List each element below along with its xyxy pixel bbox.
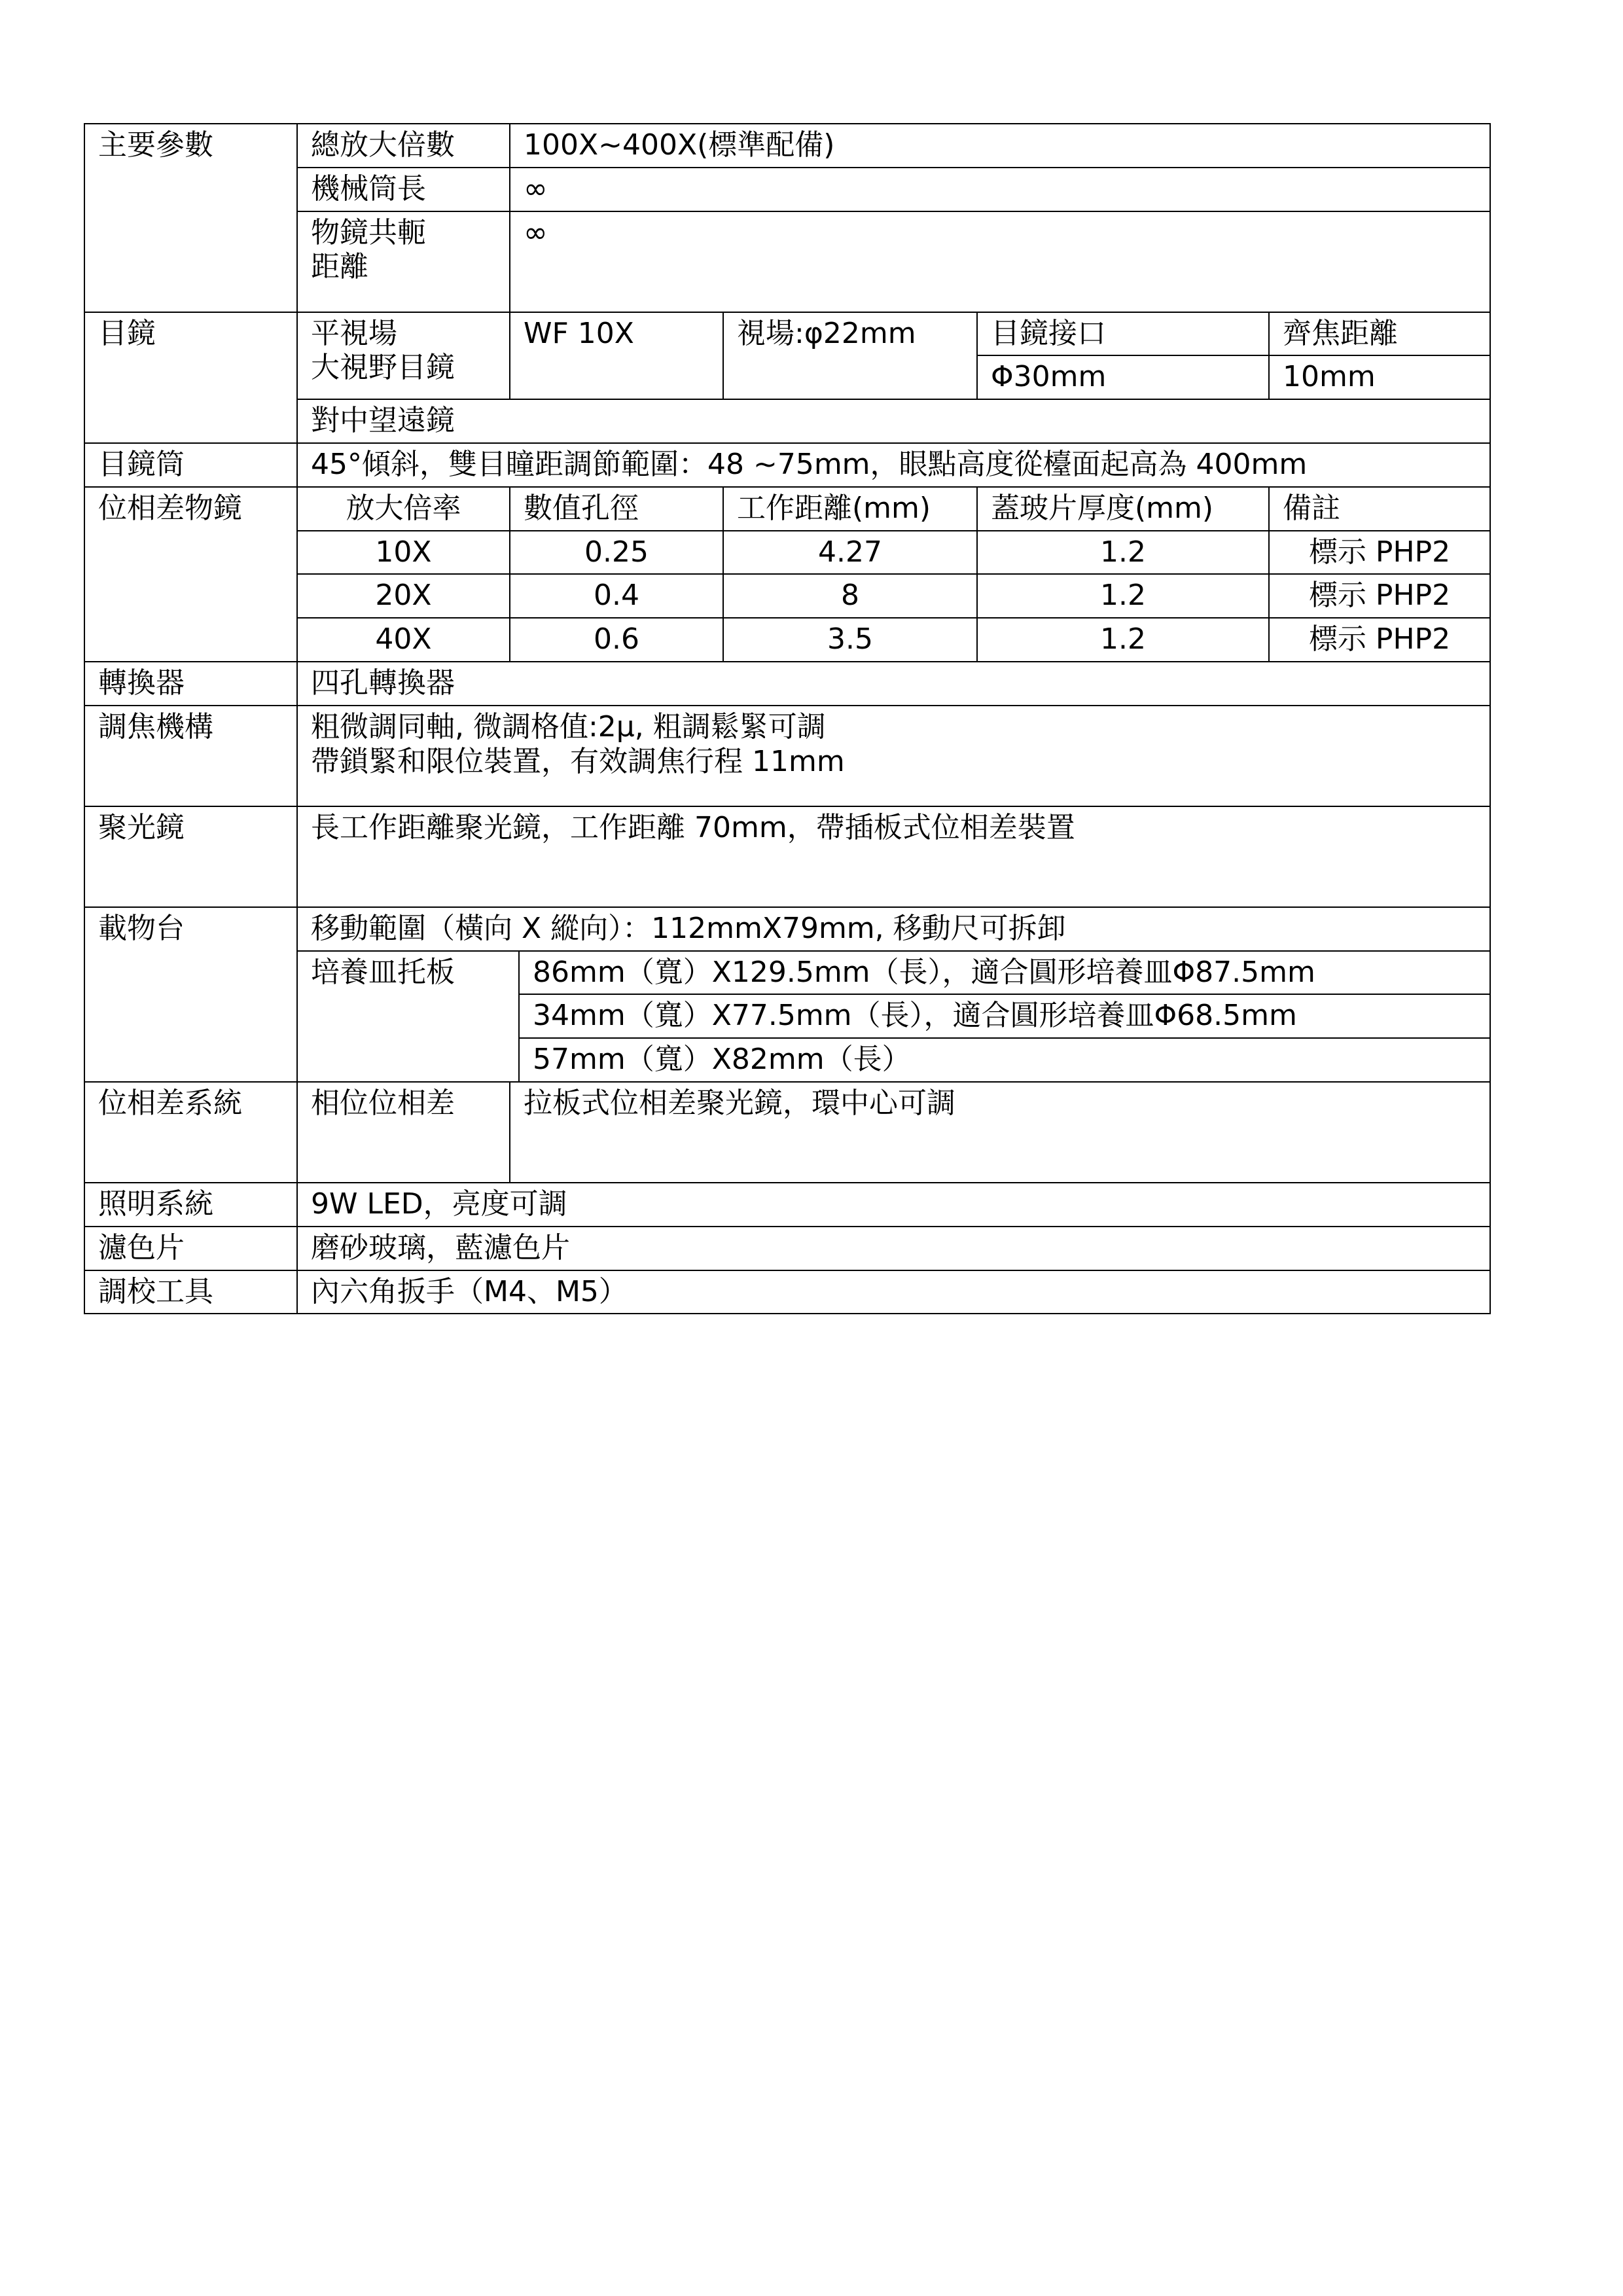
focus-value [297, 706, 1490, 806]
tools-value: 內六角扳手（M4、M5） [297, 1270, 1490, 1314]
row-stage-range [84, 907, 1490, 951]
row-total-magnification [84, 124, 1490, 168]
stage-plate-item: 34mm（寬）X77.5mm（長），適合圓形培養皿Φ68.5mm [519, 994, 1490, 1038]
objective-note: 標示 PHP2 [1269, 618, 1490, 662]
row-nosepiece [84, 662, 1490, 706]
illumination-value: 9W LED，亮度可調 [297, 1183, 1490, 1227]
objectives-header-na: 數值孔徑 [510, 487, 723, 531]
stage-plate-item: 86mm（寬）X129.5mm（長），適合圓形培養皿Φ87.5mm [519, 951, 1490, 995]
eyepiece-telescope: 對中望遠鏡 [297, 399, 1490, 443]
row-objectives-header [84, 487, 1490, 531]
main-params-label: 主要參數 [84, 124, 297, 312]
nosepiece-value: 四孔轉換器 [297, 662, 1490, 706]
eyepiece-interface-value: Φ30mm [977, 355, 1269, 399]
row-tools [84, 1270, 1490, 1314]
eyepiece-type-line2: 大視野目鏡 [311, 351, 455, 385]
objectives-label: 位相差物鏡 [84, 487, 297, 662]
objective-mag: 20X [297, 574, 510, 618]
eyepiece-field: 視場:φ22mm [723, 312, 977, 400]
illumination-label: 照明系統 [84, 1183, 297, 1227]
conjugate-label [297, 211, 510, 312]
eyepiece-tube-value: 45°傾斜，雙目瞳距調節範圍：48 ~75mm，眼點高度從檯面起高為 400mm [297, 443, 1490, 487]
conjugate-value: ∞ [510, 211, 1490, 312]
eyepiece-type [297, 312, 510, 400]
objective-na: 0.25 [510, 531, 723, 575]
objective-note: 標示 PHP2 [1269, 574, 1490, 618]
tools-label: 調校工具 [84, 1270, 297, 1314]
objective-note: 標示 PHP2 [1269, 531, 1490, 575]
objective-wd: 3.5 [723, 618, 977, 662]
filter-label: 濾色片 [84, 1227, 297, 1270]
stage-range: 移動範圍（橫向 X 縱向）：112mmX79mm, 移動尺可拆卸 [297, 907, 1490, 951]
condenser-value: 長工作距離聚光鏡，工作距離 70mm，帶插板式位相差裝置 [297, 806, 1490, 907]
row-illumination [84, 1183, 1490, 1227]
eyepiece-type-line1: 平視場 [311, 316, 397, 350]
phase-system-value: 拉板式位相差聚光鏡，環中心可調 [510, 1082, 1490, 1183]
eyepiece-label: 目鏡 [84, 312, 297, 443]
stage-plate-label: 培養皿托板 [297, 951, 519, 1082]
filter-value: 磨砂玻璃，藍濾色片 [297, 1227, 1490, 1270]
objective-mag: 40X [297, 618, 510, 662]
stage-plate-item: 57mm（寬）X82mm（長） [519, 1038, 1490, 1082]
row-focus [84, 706, 1490, 806]
objectives-header-note: 備註 [1269, 487, 1490, 531]
tube-length-label: 機械筒長 [297, 168, 510, 211]
objective-na: 0.4 [510, 574, 723, 618]
eyepiece-parfocal-value: 10mm [1269, 355, 1490, 399]
objective-cover: 1.2 [977, 618, 1269, 662]
objectives-header-wd: 工作距離(mm) [723, 487, 977, 531]
row-filter [84, 1227, 1490, 1270]
stage-label: 載物台 [84, 907, 297, 1082]
objectives-header-cover: 蓋玻片厚度(mm) [977, 487, 1269, 531]
total-mag-label: 總放大倍數 [297, 124, 510, 168]
row-eyepiece-tube [84, 443, 1490, 487]
row-condenser [84, 806, 1490, 907]
conjugate-label-line2: 距離 [311, 250, 368, 284]
objectives-header-mag: 放大倍率 [297, 487, 510, 531]
row-phase-system [84, 1082, 1490, 1183]
objective-cover: 1.2 [977, 531, 1269, 575]
phase-system-sublabel: 相位位相差 [297, 1082, 510, 1183]
total-mag-value: 100X~400X(標準配備) [510, 124, 1490, 168]
eyepiece-parfocal-label: 齊焦距離 [1269, 312, 1490, 356]
eyepiece-tube-label: 目鏡筒 [84, 443, 297, 487]
objective-wd: 4.27 [723, 531, 977, 575]
phase-system-label: 位相差系統 [84, 1082, 297, 1183]
eyepiece-model: WF 10X [510, 312, 723, 400]
focus-line1: 粗微調同軸, 微調格值:2μ, 粗調鬆緊可調 [311, 709, 826, 744]
row-eyepiece-1 [84, 312, 1490, 356]
tube-length-value: ∞ [510, 168, 1490, 211]
focus-line2: 帶鎖緊和限位裝置，有效調焦行程 11mm [311, 744, 845, 778]
nosepiece-label: 轉換器 [84, 662, 297, 706]
eyepiece-interface-label: 目鏡接口 [977, 312, 1269, 356]
objective-na: 0.6 [510, 618, 723, 662]
conjugate-label-line1: 物鏡共軛 [311, 215, 426, 249]
spec-table [84, 123, 1491, 1314]
focus-label: 調焦機構 [84, 706, 297, 806]
condenser-label: 聚光鏡 [84, 806, 297, 907]
objective-mag: 10X [297, 531, 510, 575]
objective-cover: 1.2 [977, 574, 1269, 618]
objective-wd: 8 [723, 574, 977, 618]
